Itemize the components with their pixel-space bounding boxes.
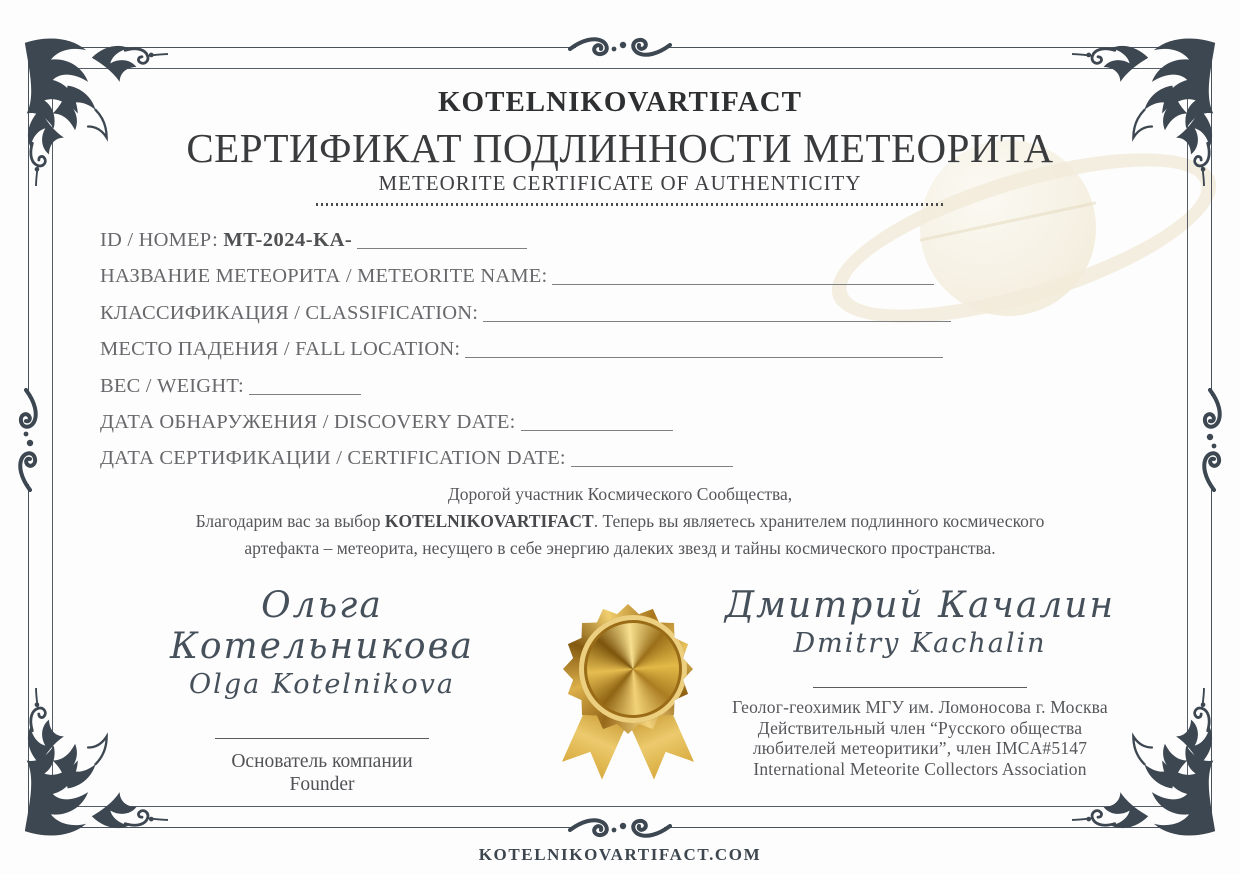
field-label-id: ID / НОМЕР: bbox=[100, 229, 218, 251]
website-url: KOTELNIKOVARTIFACT.COM bbox=[478, 845, 762, 864]
field-row-classification bbox=[100, 302, 951, 338]
signature-founder-en: Olga Kotelnikova bbox=[189, 669, 455, 700]
signature-block-founder bbox=[132, 585, 512, 796]
field-blank-line-certification-date bbox=[571, 457, 733, 467]
signature-rule-right bbox=[813, 687, 1027, 688]
field-blank-line-fall-location bbox=[465, 348, 943, 358]
field-row-certification-date bbox=[100, 447, 951, 483]
medal-rosette bbox=[563, 604, 693, 734]
field-blank-line-name bbox=[552, 275, 934, 285]
field-label-weight: ВЕС / WEIGHT: bbox=[100, 374, 244, 397]
medal-core bbox=[579, 615, 687, 723]
greeting-text bbox=[120, 481, 1120, 562]
field-blank-line-weight bbox=[249, 385, 361, 395]
greeting-line2: Благодарим вас за выбор KOTELNIKOVARTIFACT. Теперь вы являетесь хранителем подлинного космического bbox=[195, 511, 1045, 531]
field-blank-line-discovery-date bbox=[521, 421, 673, 431]
greeting-line3: артефакта – метеорита, несущего в себе энергию далеких звезд и тайны космического пространства. bbox=[244, 538, 996, 558]
gold-rosette-medal-icon bbox=[558, 604, 698, 779]
field-label-discovery-date: ДАТА ОБНАРУЖЕНИЯ / DISCOVERY DATE: bbox=[100, 410, 516, 433]
greeting-brand: KOTELNIKOVARTIFACT bbox=[384, 511, 594, 531]
certificate-title-en: METEORITE CERTIFICATE OF AUTHENTICITY bbox=[378, 171, 862, 195]
signature-geologist-en: Dmitry Kachalin bbox=[793, 628, 1047, 659]
certificate-title-ru: СЕРТИФИКАТ ПОДЛИННОСТИ МЕТЕОРИТА bbox=[186, 125, 1054, 171]
brand-title: KOTELNIKOVARTIFACT bbox=[438, 86, 802, 118]
field-id-prefix: MT-2024-KA- bbox=[223, 229, 353, 251]
field-row-id bbox=[100, 229, 951, 265]
founder-role: Основатель компании Founder bbox=[231, 751, 413, 795]
field-label-certification-date: ДАТА СЕРТИФИКАЦИИ / CERTIFICATION DATE: bbox=[100, 447, 566, 470]
field-row-weight bbox=[100, 375, 951, 411]
field-label-name: НАЗВАНИЕ МЕТЕОРИТА / METEORITE NAME: bbox=[100, 265, 548, 288]
dotted-separator bbox=[316, 203, 944, 206]
field-row-fall-location bbox=[100, 338, 951, 374]
field-label-classification: КЛАССИФИКАЦИЯ / CLASSIFICATION: bbox=[100, 301, 479, 324]
signature-geologist-ru: Дмитрий Качалин bbox=[724, 585, 1116, 626]
field-blank-line-id bbox=[357, 239, 527, 249]
geologist-credentials: Геолог-геохимик МГУ им. Ломоносова г. Москва Действительный член “Русского общества любителей метеоритики”, член IMCA#5147 International Meteorite Collectors Association bbox=[732, 697, 1108, 779]
field-row-discovery-date bbox=[100, 411, 951, 447]
signature-block-geologist bbox=[720, 585, 1120, 779]
field-row-name bbox=[100, 265, 951, 301]
signature-founder-ru: Ольга Котельникова bbox=[170, 585, 474, 667]
greeting-line1: Дорогой участник Космического Сообщества, bbox=[447, 484, 793, 504]
signature-rule-left bbox=[215, 738, 429, 739]
certificate-fields bbox=[100, 229, 951, 484]
field-label-fall-location: МЕСТО ПАДЕНИЯ / FALL LOCATION: bbox=[100, 338, 461, 361]
field-blank-line-classification bbox=[483, 312, 951, 322]
